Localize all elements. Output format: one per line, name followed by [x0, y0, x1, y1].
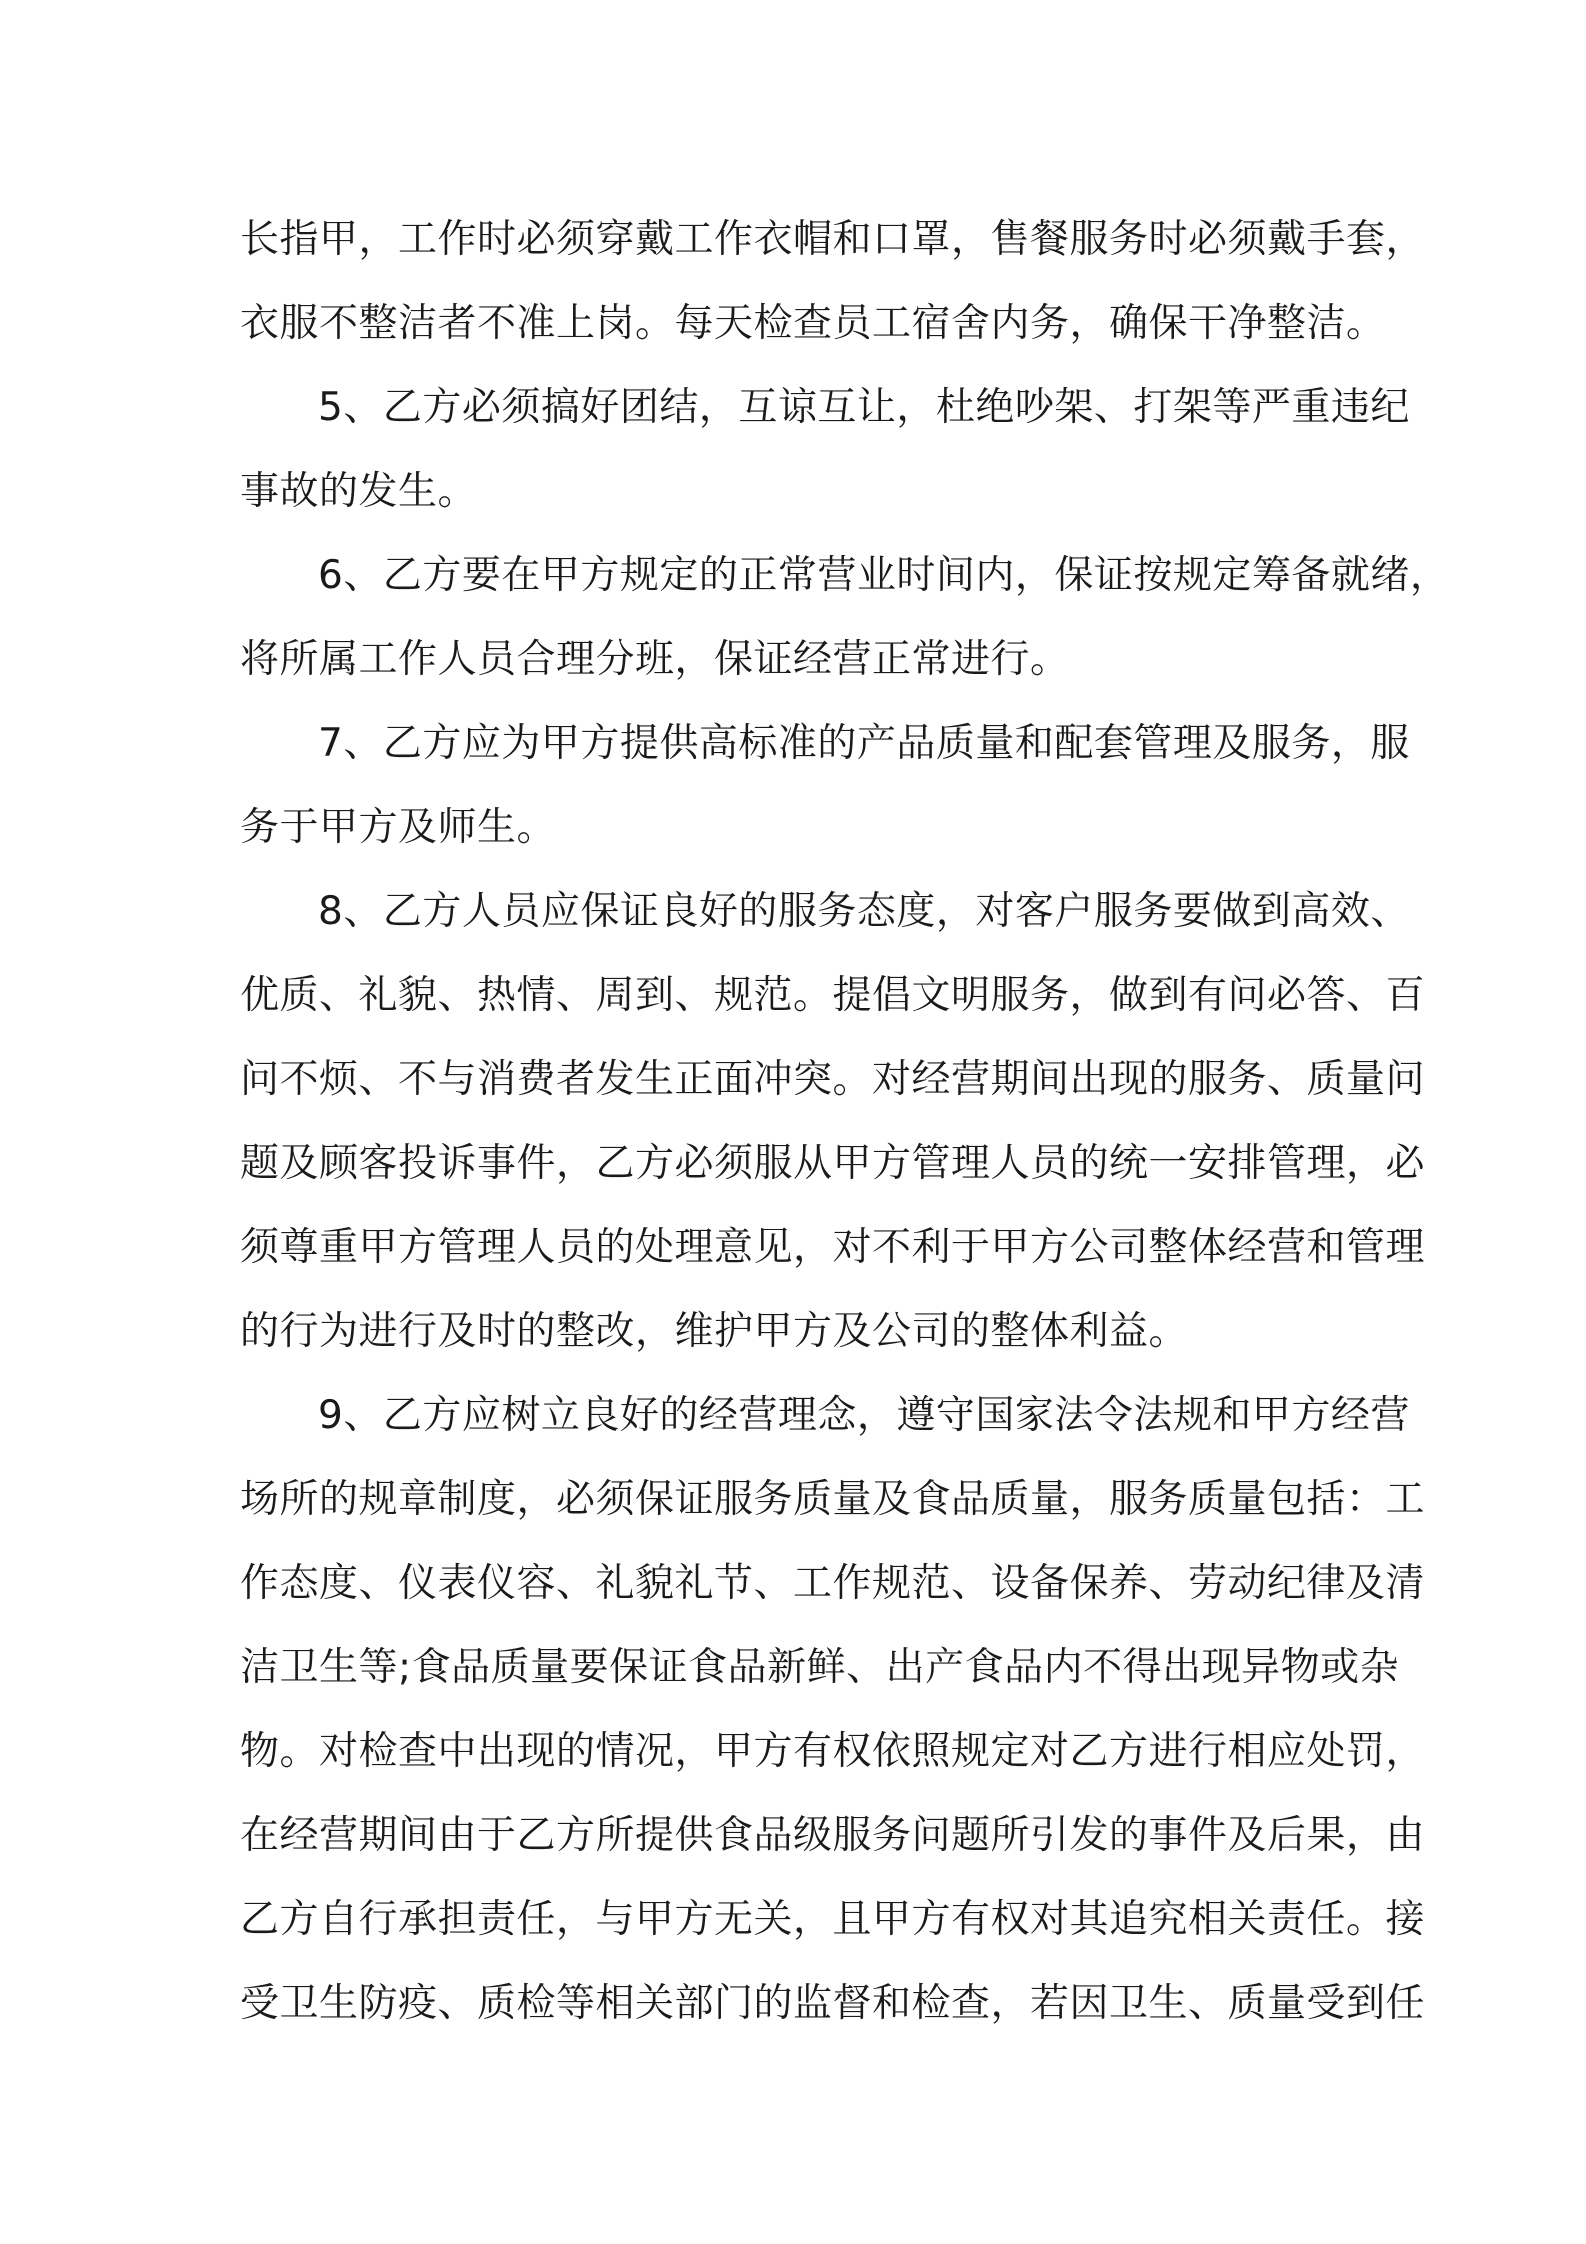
text-line: 6、乙方要在甲方规定的正常营业时间内，保证按规定筹备就绪， [318, 553, 1450, 598]
text-line: 受卫生防疫、质检等相关部门的监督和检查，若因卫生、质量受到任 [240, 1981, 1426, 2026]
text-line: 9、乙方应树立良好的经营理念，遵守国家法令法规和甲方经营 [318, 1393, 1410, 1438]
text-line: 场所的规章制度，必须保证服务质量及食品质量，服务质量包括：工 [240, 1477, 1426, 1522]
text-line: 作态度、仪表仪容、礼貌礼节、工作规范、设备保养、劳动纪律及清 [240, 1561, 1426, 1606]
text-line: 洁卫生等;食品质量要保证食品新鲜、出产食品内不得出现异物或杂 [240, 1645, 1400, 1690]
text-line: 务于甲方及师生。 [240, 805, 557, 850]
text-line: 衣服不整洁者不准上岗。每天检查员工宿舍内务，确保干净整洁。 [240, 301, 1386, 346]
text-line: 问不烦、不与消费者发生正面冲突。对经营期间出现的服务、质量问 [240, 1057, 1426, 1102]
text-line: 7、乙方应为甲方提供高标准的产品质量和配套管理及服务，服 [318, 721, 1410, 766]
text-line: 将所属工作人员合理分班，保证经营正常进行。 [240, 637, 1070, 682]
text-line: 须尊重甲方管理人员的处理意见，对不利于甲方公司整体经营和管理 [240, 1225, 1426, 1270]
text-line: 5、乙方必须搞好团结，互谅互让，杜绝吵架、打架等严重违纪 [318, 385, 1410, 430]
text-line: 在经营期间由于乙方所提供食品级服务问题所引发的事件及后果，由 [240, 1813, 1426, 1858]
text-line: 的行为进行及时的整改，维护甲方及公司的整体利益。 [240, 1309, 1189, 1354]
text-line: 物。对检查中出现的情况，甲方有权依照规定对乙方进行相应处罚， [240, 1729, 1426, 1774]
document-body [240, 198, 1450, 2046]
text-line: 长指甲，工作时必须穿戴工作衣帽和口罩，售餐服务时必须戴手套， [240, 217, 1426, 262]
text-line: 8、乙方人员应保证良好的服务态度，对客户服务要做到高效、 [318, 889, 1410, 934]
text-line: 题及顾客投诉事件，乙方必须服从甲方管理人员的统一安排管理，必 [240, 1141, 1426, 1186]
text-line: 乙方自行承担责任，与甲方无关，且甲方有权对其追究相关责任。接 [240, 1897, 1426, 1942]
text-line: 事故的发生。 [240, 469, 478, 514]
text-line: 优质、礼貌、热情、周到、规范。提倡文明服务，做到有问必答、百 [240, 973, 1426, 1018]
